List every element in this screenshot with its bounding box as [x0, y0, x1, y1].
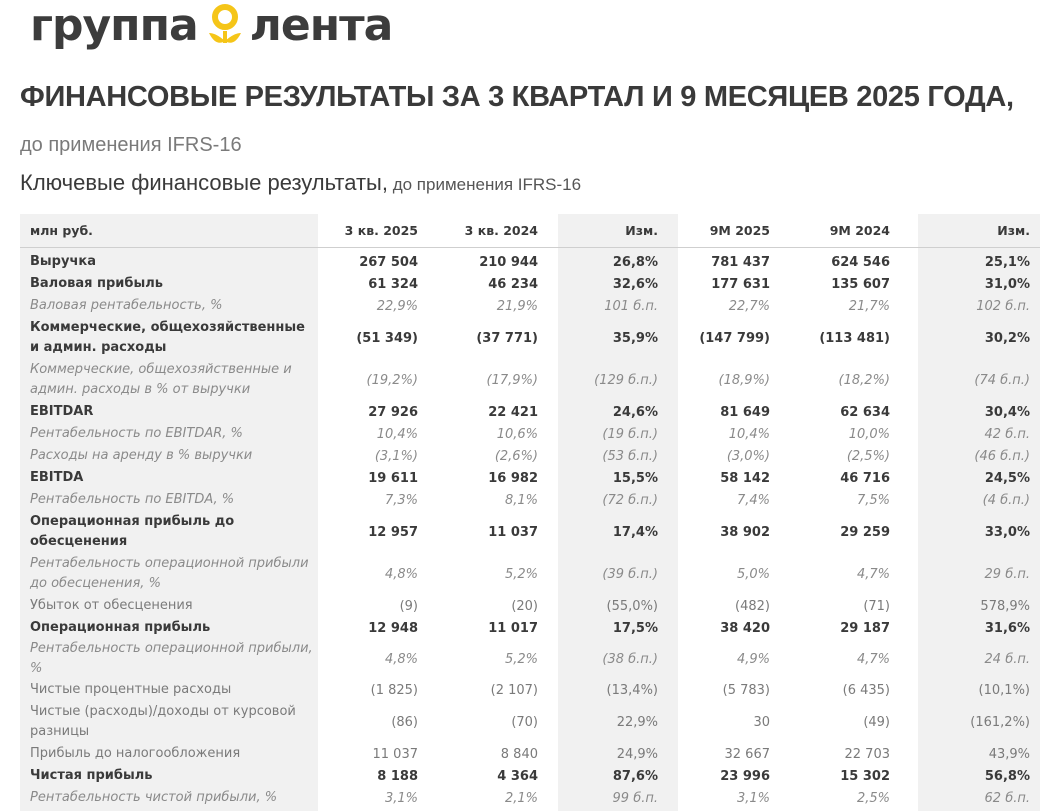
- cell-9m-change: 24,5%: [984, 470, 1030, 486]
- cell-q3-2024: (2,6%): [494, 448, 538, 464]
- table-row: [20, 639, 1040, 679]
- cell-9m-2024: (113 481): [819, 330, 890, 346]
- cell-9m-2024: 4,7%: [856, 566, 890, 582]
- cell-9m-change: 31,0%: [984, 276, 1030, 292]
- cell-q3-change: 24,6%: [612, 404, 658, 420]
- row-label: EBITDA: [30, 470, 84, 485]
- cell-9m-change: (161,2%): [970, 714, 1030, 730]
- cell-q3-change: 22,9%: [616, 714, 658, 730]
- cell-q3-change: 32,6%: [612, 276, 658, 292]
- cell-q3-2024: 11 017: [488, 620, 538, 636]
- cell-q3-2024: 5,2%: [504, 566, 538, 582]
- column-header-9m-2025: 9M 2025: [668, 214, 780, 248]
- cell-q3-2024: (70): [511, 714, 538, 730]
- cell-q3-2024: (37 771): [476, 330, 538, 346]
- cell-9m-2024: 29 259: [840, 524, 890, 540]
- cell-9m-2025: (3,0%): [726, 448, 770, 464]
- cell-9m-2025: 10,4%: [728, 426, 770, 442]
- cell-q3-2025: 7,3%: [384, 492, 418, 508]
- table-row: [20, 743, 1040, 765]
- table-row: [20, 701, 1040, 743]
- cell-q3-2025: 12 957: [368, 524, 418, 540]
- cell-9m-change: 102 б.п.: [976, 298, 1030, 314]
- cell-q3-change: 17,5%: [612, 620, 658, 636]
- cell-9m-2025: 23 996: [720, 768, 770, 784]
- cell-9m-2025: 81 649: [720, 404, 770, 420]
- table-row: [20, 273, 1040, 295]
- table-row: [20, 511, 1040, 553]
- table-row: [20, 401, 1040, 423]
- row-label: Рентабельность операционной прибыли, %: [30, 641, 313, 676]
- cell-9m-2025: (18,9%): [718, 372, 770, 388]
- cell-9m-2024: 46 716: [840, 470, 890, 486]
- table-row: [20, 617, 1040, 639]
- column-header-q3-2025: 3 кв. 2025: [318, 214, 428, 248]
- cell-9m-change: (4 б.п.): [982, 492, 1030, 508]
- column-header-q3-change: Изм.: [548, 214, 668, 248]
- cell-q3-change: 99 б.п.: [612, 790, 658, 806]
- row-label: Убыток от обесценения: [30, 598, 193, 613]
- cell-q3-2025: 19 611: [368, 470, 418, 486]
- cell-9m-2025: 4,9%: [736, 651, 770, 667]
- cell-q3-2025: 3,1%: [384, 790, 418, 806]
- table-row: [20, 787, 1040, 809]
- row-label: Рентабельность операционной прибыли до обесценения, %: [30, 556, 309, 591]
- cell-9m-2025: 781 437: [711, 254, 770, 270]
- cell-q3-change: 35,9%: [612, 330, 658, 346]
- row-label: EBITDAR: [30, 404, 94, 419]
- cell-q3-2024: 10,6%: [496, 426, 538, 442]
- cell-9m-change: 578,9%: [980, 598, 1030, 614]
- table-row: [20, 553, 1040, 595]
- company-logo: [30, 0, 392, 52]
- cell-9m-2025: 7,4%: [736, 492, 770, 508]
- row-label: Расходы на аренду в % выручки: [30, 448, 253, 463]
- cell-q3-change: (19 б.п.): [602, 426, 658, 442]
- column-header-q3-2024: 3 кв. 2024: [428, 214, 548, 248]
- row-label: Валовая прибыль: [30, 276, 163, 291]
- cell-q3-2025: 27 926: [368, 404, 418, 420]
- cell-q3-2024: 16 982: [488, 470, 538, 486]
- row-label: Операционная прибыль: [30, 620, 211, 635]
- cell-q3-2025: 4,8%: [384, 651, 418, 667]
- cell-9m-2025: 30: [753, 714, 770, 730]
- cell-q3-change: 87,6%: [612, 768, 658, 784]
- cell-q3-change: 24,9%: [616, 746, 658, 762]
- cell-9m-2025: 22,7%: [728, 298, 770, 314]
- table-header-row: [20, 214, 1040, 248]
- section-title-main: Ключевые финансовые результаты,: [20, 170, 388, 195]
- cell-q3-2025: (51 349): [356, 330, 418, 346]
- cell-9m-change: 33,0%: [984, 524, 1030, 540]
- cell-9m-change: 30,2%: [984, 330, 1030, 346]
- cell-q3-2025: 12 948: [368, 620, 418, 636]
- cell-q3-2024: 2,1%: [504, 790, 538, 806]
- cell-9m-2025: 5,0%: [736, 566, 770, 582]
- cell-9m-2025: 38 420: [720, 620, 770, 636]
- cell-q3-change: (53 б.п.): [602, 448, 658, 464]
- cell-q3-2024: (20): [511, 598, 538, 614]
- logo-text-right: лента: [249, 0, 393, 51]
- cell-9m-2024: 29 187: [840, 620, 890, 636]
- cell-q3-change: 17,4%: [612, 524, 658, 540]
- row-label: Рентабельность чистой прибыли, %: [30, 790, 278, 805]
- cell-q3-2025: 61 324: [368, 276, 418, 292]
- row-label: Чистые (расходы)/доходы от курсовой разницы: [30, 704, 296, 739]
- table-row: [20, 359, 1040, 401]
- cell-9m-2024: (18,2%): [838, 372, 890, 388]
- cell-q3-change: 26,8%: [612, 254, 658, 270]
- cell-q3-2024: 46 234: [488, 276, 538, 292]
- cell-q3-2024: 8 840: [500, 746, 538, 762]
- cell-q3-2025: 11 037: [372, 746, 418, 762]
- cell-9m-change: 31,6%: [984, 620, 1030, 636]
- cell-9m-change: (74 б.п.): [974, 372, 1030, 388]
- cell-9m-2024: 7,5%: [856, 492, 890, 508]
- cell-q3-change: (129 б.п.): [594, 372, 658, 388]
- cell-9m-2024: (6 435): [842, 682, 890, 698]
- cell-q3-2024: (17,9%): [486, 372, 538, 388]
- row-label: Рентабельность по EBITDA, %: [30, 492, 235, 507]
- cell-9m-2025: (482): [735, 598, 770, 614]
- cell-9m-2025: (5 783): [722, 682, 770, 698]
- table-row: [20, 295, 1040, 317]
- page-title-qualifier: до применения IFRS-16: [20, 134, 242, 156]
- table-row: [20, 679, 1040, 701]
- cell-9m-change: (10,1%): [978, 682, 1030, 698]
- cell-q3-2025: 22,9%: [376, 298, 418, 314]
- row-label: Коммерческие, общехозяйственные и админ. расходы в % от выручки: [30, 362, 292, 397]
- cell-9m-2024: (71): [863, 598, 890, 614]
- logo-text-left: группа: [30, 0, 198, 51]
- cell-q3-change: 101 б.п.: [604, 298, 658, 314]
- page-title: [20, 76, 1030, 166]
- cell-9m-change: 24 б.п.: [984, 651, 1030, 667]
- cell-q3-change: (13,4%): [606, 682, 658, 698]
- row-label: Валовая рентабельность, %: [30, 298, 223, 313]
- cell-9m-2024: 10,0%: [848, 426, 890, 442]
- cell-9m-2025: 58 142: [720, 470, 770, 486]
- cell-9m-2024: 4,7%: [856, 651, 890, 667]
- cell-9m-change: 43,9%: [988, 746, 1030, 762]
- table-row: [20, 595, 1040, 617]
- cell-q3-change: (39 б.п.): [602, 566, 658, 582]
- cell-9m-change: 29 б.п.: [984, 566, 1030, 582]
- row-label: Коммерческие, общехозяйственные и админ. расходы: [30, 320, 305, 355]
- cell-q3-2024: 210 944: [479, 254, 538, 270]
- cell-q3-change: (55,0%): [606, 598, 658, 614]
- cell-9m-2025: 3,1%: [736, 790, 770, 806]
- table-row: [20, 445, 1040, 467]
- table-row: [20, 317, 1040, 359]
- cell-9m-2025: (147 799): [699, 330, 770, 346]
- cell-9m-2024: 135 607: [831, 276, 890, 292]
- page-title-main: ФИНАНСОВЫЕ РЕЗУЛЬТАТЫ ЗА 3 КВАРТАЛ И 9 МЕСЯЦЕВ 2025 ГОДА,: [20, 81, 1014, 113]
- row-label: Выручка: [30, 254, 96, 269]
- column-header-9m-2024: 9M 2024: [780, 214, 900, 248]
- cell-q3-2024: (2 107): [490, 682, 538, 698]
- cell-q3-2025: (9): [399, 598, 418, 614]
- table-row: [20, 467, 1040, 489]
- cell-q3-2024: 21,9%: [496, 298, 538, 314]
- cell-q3-2024: 8,1%: [504, 492, 538, 508]
- cell-q3-2025: (3,1%): [374, 448, 418, 464]
- table-row: [20, 423, 1040, 445]
- table-row: [20, 765, 1040, 787]
- column-header-units: млн руб.: [20, 214, 318, 248]
- cell-9m-2024: 15 302: [840, 768, 890, 784]
- cell-9m-change: 62 б.п.: [984, 790, 1030, 806]
- section-title-qualifier: до применения IFRS-16: [387, 175, 582, 194]
- cell-q3-change: (72 б.п.): [602, 492, 658, 508]
- cell-9m-change: 42 б.п.: [984, 426, 1030, 442]
- cell-9m-change: 30,4%: [984, 404, 1030, 420]
- cell-9m-2025: 177 631: [711, 276, 770, 292]
- flower-logo-icon: [206, 3, 244, 49]
- cell-q3-change: 15,5%: [612, 470, 658, 486]
- cell-q3-2025: (86): [391, 714, 418, 730]
- cell-q3-2024: 11 037: [488, 524, 538, 540]
- cell-9m-2024: 22 703: [844, 746, 890, 762]
- cell-q3-2025: (19,2%): [366, 372, 418, 388]
- row-label: Рентабельность по EBITDAR, %: [30, 426, 243, 441]
- cell-q3-2025: 267 504: [359, 254, 418, 270]
- cell-9m-change: 25,1%: [984, 254, 1030, 270]
- cell-9m-2024: 62 634: [840, 404, 890, 420]
- row-label: Операционная прибыль до обесценения: [30, 514, 235, 549]
- section-title: [20, 170, 581, 196]
- cell-q3-2025: (1 825): [370, 682, 418, 698]
- cell-q3-2024: 5,2%: [504, 651, 538, 667]
- cell-9m-change: 56,8%: [984, 768, 1030, 784]
- column-header-9m-change: Изм.: [900, 214, 1040, 248]
- cell-q3-2025: 10,4%: [376, 426, 418, 442]
- cell-9m-change: (46 б.п.): [974, 448, 1030, 464]
- table-row: [20, 489, 1040, 511]
- row-label: Прибыль до налогообложения: [30, 746, 241, 761]
- cell-9m-2025: 38 902: [720, 524, 770, 540]
- cell-q3-2024: 22 421: [488, 404, 538, 420]
- cell-9m-2024: (2,5%): [846, 448, 890, 464]
- table-row: [20, 248, 1040, 274]
- cell-9m-2024: 624 546: [831, 254, 890, 270]
- cell-9m-2024: 2,5%: [856, 790, 890, 806]
- financial-results-table: [20, 214, 1040, 809]
- cell-9m-2025: 32 667: [724, 746, 770, 762]
- row-label: Чистая прибыль: [30, 768, 153, 783]
- row-label: Чистые процентные расходы: [30, 682, 232, 697]
- cell-q3-2025: 4,8%: [384, 566, 418, 582]
- cell-9m-2024: 21,7%: [848, 298, 890, 314]
- cell-q3-2025: 8 188: [377, 768, 418, 784]
- cell-9m-2024: (49): [863, 714, 890, 730]
- cell-q3-change: (38 б.п.): [602, 651, 658, 667]
- cell-q3-2024: 4 364: [497, 768, 538, 784]
